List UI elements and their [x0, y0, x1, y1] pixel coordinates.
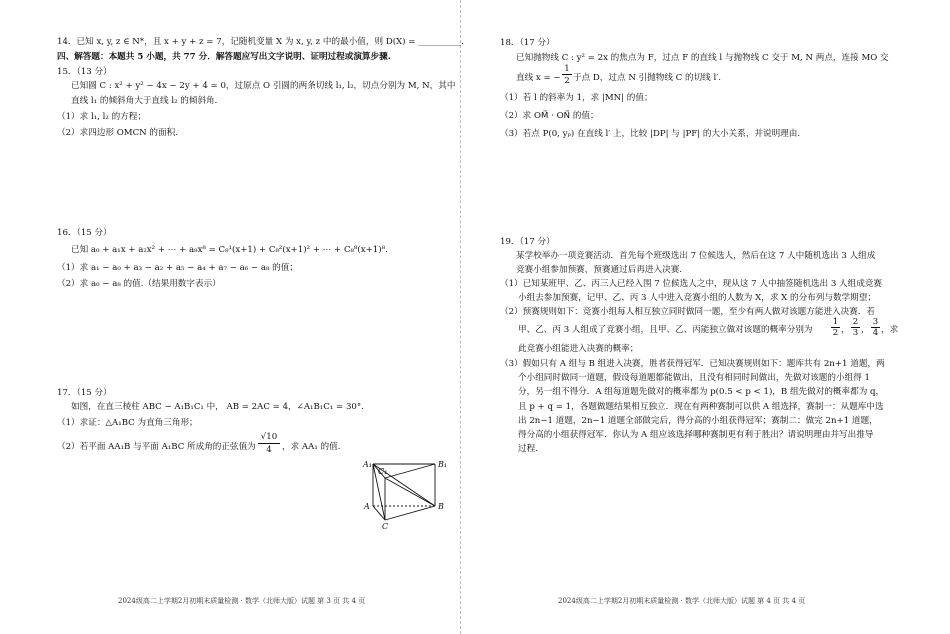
question-15-part1: （1）求 l₁, l₂ 的方程； — [57, 112, 146, 122]
question-19-part1b: 小组去参加预赛，记甲、乙、丙 3 人中进入竞赛小组的人数为 X，求 X 的分布列与数学期望； — [518, 293, 876, 303]
page-4-footer: 2024级高二上学期2月初期末质量检测 · 数学（北师大版）试题 第 4 页 共 4 页 — [558, 597, 806, 605]
question-19-part3d: 且 p + q = 1，各题做题结果相互独立．现在有两种赛制可以供 A 组选择，赛制一：从题库中选 — [518, 402, 884, 412]
page-3-footer: 2024级高二上学期2月初期末质量检测 · 数学（北师大版）试题 第 3 页 共 4 页 — [118, 597, 366, 605]
question-18-line2a: 直线 x = − — [516, 73, 561, 83]
fraction-numerator: 1 — [562, 64, 572, 75]
fraction-denominator: 4 — [266, 445, 272, 455]
fraction-2-num: 2 — [852, 317, 859, 327]
right-page — [462, 0, 950, 634]
question-18-line1: 已知抛物线 C : y² = 2x 的焦点为 F，过点 F 的直线 l 与抛物线 C 交于 M, N 两点，连接 MO 交 — [516, 53, 889, 63]
question-19-part3f: 得分高的小组获得冠军．你认为 A 组应该选择哪种赛制更有利于胜出？请说明理由并写出推导 — [518, 430, 874, 440]
label-b1: B₁ — [438, 460, 448, 469]
question-16-part1: （1）求 a₁ − a₀ + a₃ − a₂ + a₅ − a₄ + a₇ − a₆ − a₈ 的值； — [57, 263, 298, 273]
question-15-head: 15．（13 分） — [57, 67, 112, 77]
comma: ， — [841, 325, 850, 335]
question-18-part3: （3）若点 P(0, yₚ) 在直线 l′ 上，比较 |DP| 与 |PF| 的大小关系，并说明理由. — [500, 129, 801, 139]
label-a: A — [364, 502, 370, 511]
question-19-part2a: （2）预赛规则如下：竞赛小组每人相互独立同时做同一题，至少有两人做对该题方能进入决赛．若 — [500, 307, 876, 317]
question-18-line2b: 于点 D，过点 N 引抛物线 C 的切线 l′. — [573, 73, 721, 83]
question-19-part3c: 分，另一组不得分．A 组每道题先做对的概率都为 p(0.5 < p < 1)，B 组先做对的概率都为 q， — [518, 387, 885, 397]
question-19-part3g: 过程. — [518, 444, 538, 454]
question-14: 14．已知 x, y, z ∈ N*，且 x + y + z = 7，记随机变量 X 为 x, y, z 中的最小值，则 D(X) = __________. — [57, 37, 464, 47]
fraction-3-num: 3 — [872, 317, 879, 327]
question-17-part2b: ，求 AA₁ 的值. — [282, 442, 341, 452]
question-18-head: 18．（17 分） — [500, 38, 555, 48]
question-19-part3b: 个小组同时做同一道题，假设每道题都能做出，且没有相同时间做出，先做对该题的小组得 1 — [518, 373, 870, 383]
question-19-line1: 某学校举办一项竞赛活动．首先每个班级选出 7 位候选人，然后在这 7 人中随机选出 3 人组成 — [516, 251, 876, 261]
question-17-part2a: （2）若平面 AA₁B 与平面 A₁BC 所成角的正弦值为 — [57, 442, 256, 452]
section-4-heading: 四、解答题：本题共 5 小题，共 77 分．解答题应写出文字说明、证明过程或演算步骤. — [57, 52, 391, 62]
fraction-1-num: 1 — [832, 317, 839, 327]
question-16-part2: （2）求 a₀ − a₈ 的值.（结果用数字表示） — [57, 279, 221, 289]
question-19-part2b2: ，求 — [881, 325, 899, 335]
fraction-2-den: 3 — [852, 328, 859, 338]
question-16-head: 16．（15 分） — [57, 228, 112, 238]
question-17-line1: 如图，在直三棱柱 ABC − A₁B₁C₁ 中， AB = 2AC = 4，∠A₁B₁C₁ = 30°. — [71, 402, 364, 412]
question-19-part1a: （1）已知某班甲、乙、丙三人已经入围 7 位候选人之中，现从这 7 人中抽签随机选出 3 人组成竞赛 — [500, 279, 883, 289]
question-16-line1: 已知 a₀ + a₁x + a₂x² + ⋯ + a₈x⁸ = C₈¹(x+1) + C₈²(x+1)² + ⋯ + C₈⁸(x+1)⁸. — [71, 245, 388, 255]
question-17-head: 17．（15 分） — [57, 388, 112, 398]
label-a1: A₁ — [363, 460, 372, 469]
label-b: B — [438, 502, 444, 511]
comma: ， — [861, 325, 870, 335]
question-19-part3e: 出 2n−1 道题，2n−1 道题全部做完后，得分高的小组获得冠军；赛制二：做完 2n+1 道题， — [518, 416, 878, 426]
question-19-part2b1: 甲、乙、丙 3 人组成了竞赛小组，且甲、乙、丙能独立做对该题的概率分别为 — [518, 325, 813, 335]
question-18-part1: （1）若 l 的斜率为 1，求 |MN| 的值； — [500, 93, 653, 103]
question-15-line1: 已知圆 C : x² + y² − 4x − 2y + 4 = 0，过原点 O 引圆的两条切线 l₁, l₂，切点分别为 M, N，其中 — [71, 81, 456, 91]
label-c: C — [382, 522, 389, 531]
fraction-numerator: √10 — [258, 432, 280, 444]
question-19-head: 19．（17 分） — [500, 237, 555, 247]
question-15-part2: （2）求四边形 OMCN 的面积. — [57, 128, 178, 138]
fraction-1-den: 2 — [832, 328, 839, 338]
question-17-part1: （1）求证：△A₁BC 为直角三角形； — [57, 418, 198, 428]
question-19-part2c: 此竞赛小组能进入决赛的概率； — [518, 344, 639, 354]
fraction-denominator: 2 — [564, 76, 570, 86]
label-c1: C₁ — [378, 467, 388, 476]
question-15-line2: 直线 l₁ 的倾斜角大于直线 l₂ 的倾斜角. — [71, 96, 218, 106]
left-page — [0, 0, 464, 634]
fraction-3-den: 4 — [872, 328, 879, 338]
question-18-part2: （2）求 OM⃗ · ON⃗ 的值； — [500, 111, 599, 121]
question-19-line2: 竞赛小组参加预赛，预赛通过后再进入决赛. — [516, 265, 683, 275]
question-19-part3a: （3）假如只有 A 组与 B 组进入决赛，胜者获得冠军．已知决赛规则如下：题库共有 2n+1 道题，两 — [500, 359, 885, 369]
